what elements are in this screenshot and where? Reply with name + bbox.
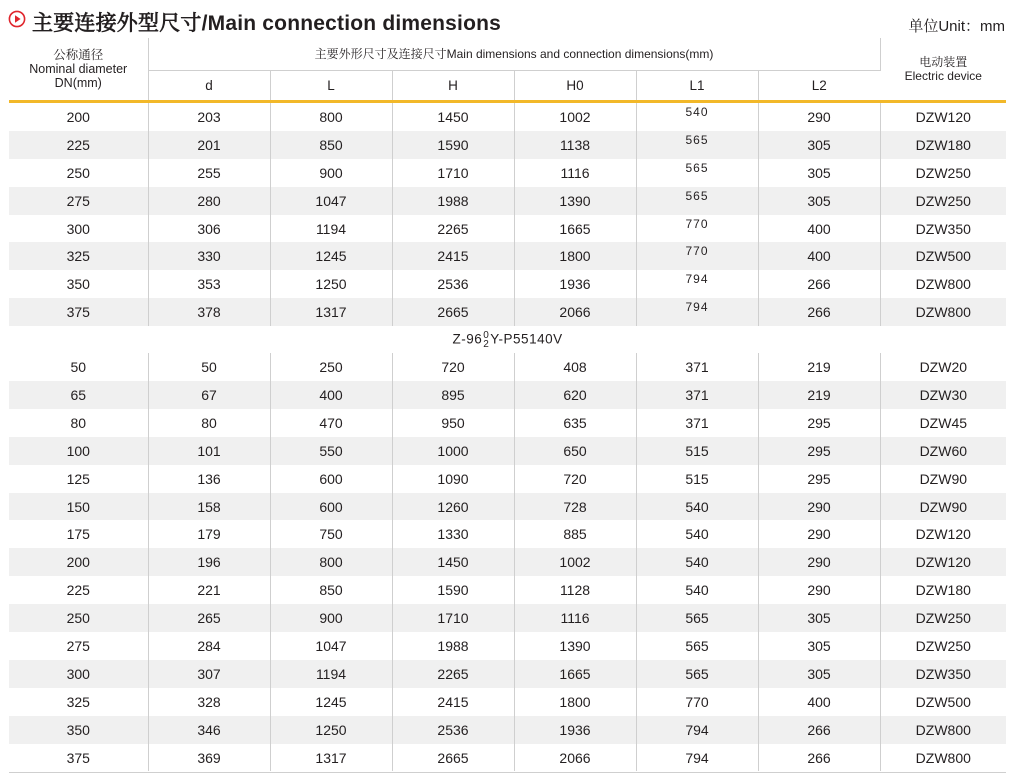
table-cell: 305 — [758, 131, 880, 159]
table-cell: 540 — [636, 520, 758, 548]
table-cell: 196 — [148, 548, 270, 576]
model-frac-bottom: 2 — [483, 338, 490, 350]
table-cell: 800 — [270, 102, 392, 131]
table-row — [9, 548, 1006, 576]
table-cell: 305 — [758, 632, 880, 660]
table-cell: 1710 — [392, 159, 514, 187]
page-header — [6, 6, 1009, 34]
l1-value: 794 — [685, 300, 709, 315]
nominal-header-dn: DN(mm) — [54, 76, 102, 90]
table-cell: DZW250 — [880, 632, 1006, 660]
table-cell: 1590 — [392, 576, 514, 604]
table-cell: 136 — [148, 465, 270, 493]
table-cell: 250 — [270, 353, 392, 381]
table-row — [9, 660, 1006, 688]
table-cell: 266 — [758, 270, 880, 298]
device-header-cn: 电动装置 — [919, 55, 968, 69]
table-cell — [636, 159, 758, 187]
table-cell: 2665 — [392, 298, 514, 326]
table-cell: 850 — [270, 131, 392, 159]
table-cell: 750 — [270, 520, 392, 548]
table-cell: 1138 — [514, 131, 636, 159]
table-cell: DZW250 — [880, 187, 1006, 215]
table-cell: 266 — [758, 298, 880, 326]
table-cell: DZW800 — [880, 270, 1006, 298]
table-cell: 305 — [758, 660, 880, 688]
table-cell: 1047 — [270, 187, 392, 215]
table-cell: 565 — [636, 632, 758, 660]
table-cell: 290 — [758, 576, 880, 604]
table-cell: DZW60 — [880, 437, 1006, 465]
table-row — [9, 131, 1006, 159]
table-cell: 50 — [9, 353, 148, 381]
table-cell: 200 — [9, 102, 148, 131]
table-cell: 225 — [9, 576, 148, 604]
table-row — [9, 215, 1006, 243]
table-cell: 1800 — [514, 688, 636, 716]
table-cell: 1250 — [270, 716, 392, 744]
table-cell: 720 — [392, 353, 514, 381]
table-cell: 895 — [392, 381, 514, 409]
table-cell: DZW250 — [880, 604, 1006, 632]
table-cell: DZW30 — [880, 381, 1006, 409]
table-cell: 1317 — [270, 744, 392, 772]
model-suffix: Y-P55140V — [490, 331, 563, 347]
table-cell — [636, 298, 758, 326]
column-header-l1: L1 — [636, 71, 758, 102]
l1-value: 770 — [685, 244, 709, 259]
table-cell: 408 — [514, 353, 636, 381]
table-cell: 2536 — [392, 270, 514, 298]
table-cell: 175 — [9, 520, 148, 548]
table-cell: 1194 — [270, 660, 392, 688]
table-cell: 221 — [148, 576, 270, 604]
table-cell: 900 — [270, 604, 392, 632]
page-title: 主要连接外型尺寸/Main connection dimensions — [32, 12, 502, 35]
table-cell: 540 — [636, 493, 758, 521]
table-cell: DZW180 — [880, 131, 1006, 159]
table-cell: 1000 — [392, 437, 514, 465]
table-cell: 794 — [636, 744, 758, 772]
table-cell: 1710 — [392, 604, 514, 632]
table-cell: 1002 — [514, 548, 636, 576]
table-cell: DZW500 — [880, 688, 1006, 716]
table-cell: 325 — [9, 242, 148, 270]
table-cell: 1390 — [514, 187, 636, 215]
l1-value: 770 — [685, 216, 709, 231]
table-cell: 179 — [148, 520, 270, 548]
table-row — [9, 381, 1006, 409]
table-cell: 371 — [636, 409, 758, 437]
l1-value: 540 — [685, 104, 709, 119]
table-cell: DZW20 — [880, 353, 1006, 381]
table-cell: 1800 — [514, 242, 636, 270]
table-cell: 2265 — [392, 215, 514, 243]
table-row — [9, 102, 1006, 131]
table-cell: 346 — [148, 716, 270, 744]
table-cell: 1250 — [270, 270, 392, 298]
column-header-h: H — [392, 71, 514, 102]
table-cell: 158 — [148, 493, 270, 521]
table-row — [9, 298, 1006, 326]
table-cell: 295 — [758, 437, 880, 465]
table-cell: 295 — [758, 409, 880, 437]
table-cell: 125 — [9, 465, 148, 493]
table-cell: 515 — [636, 465, 758, 493]
table-cell: 290 — [758, 520, 880, 548]
table-cell: 306 — [148, 215, 270, 243]
table-cell: 307 — [148, 660, 270, 688]
table-cell: 1988 — [392, 632, 514, 660]
table-cell: DZW350 — [880, 215, 1006, 243]
table-row — [9, 688, 1006, 716]
table-cell — [636, 242, 758, 270]
table-cell: 1128 — [514, 576, 636, 604]
table-cell: 2415 — [392, 688, 514, 716]
table-cell: 350 — [9, 270, 148, 298]
table-cell: 350 — [9, 716, 148, 744]
table-row — [9, 242, 1006, 270]
table-cell: 80 — [9, 409, 148, 437]
l1-value: 565 — [685, 132, 709, 147]
table-cell: 101 — [148, 437, 270, 465]
table-cell: 378 — [148, 298, 270, 326]
table-row — [9, 520, 1006, 548]
table-cell: 275 — [9, 632, 148, 660]
table-cell: 50 — [148, 353, 270, 381]
table-cell: 295 — [758, 465, 880, 493]
table-cell: 540 — [636, 576, 758, 604]
table-cell: 400 — [758, 688, 880, 716]
table-cell: 255 — [148, 159, 270, 187]
table-cell: 328 — [148, 688, 270, 716]
table-cell: DZW90 — [880, 493, 1006, 521]
table-cell: 1590 — [392, 131, 514, 159]
table-cell: DZW800 — [880, 744, 1006, 772]
nominal-header-en: Nominal diameter — [29, 62, 128, 76]
table-row — [9, 409, 1006, 437]
table-cell: 565 — [636, 604, 758, 632]
table-cell: 290 — [758, 102, 880, 131]
table-cell: 2536 — [392, 716, 514, 744]
table-cell: 290 — [758, 548, 880, 576]
column-header-h0: H0 — [514, 71, 636, 102]
play-circle-icon — [8, 10, 26, 28]
table-cell: DZW90 — [880, 465, 1006, 493]
model-number — [452, 331, 562, 349]
table-cell — [636, 131, 758, 159]
dimensions-table — [9, 38, 1006, 771]
table-row — [9, 604, 1006, 632]
table-cell: DZW120 — [880, 548, 1006, 576]
dimensions-group-header: 主要外形尺寸及连接尺寸Main dimensions and connection dimensions(mm) — [148, 38, 880, 71]
table-cell: 250 — [9, 604, 148, 632]
table-cell: 1936 — [514, 716, 636, 744]
table-cell: 1047 — [270, 632, 392, 660]
table-row — [9, 465, 1006, 493]
table-cell: 265 — [148, 604, 270, 632]
table-cell: 1002 — [514, 102, 636, 131]
table-cell: 1330 — [392, 520, 514, 548]
table-cell: 250 — [9, 159, 148, 187]
table-row — [9, 632, 1006, 660]
table-cell: 219 — [758, 381, 880, 409]
table-cell: 1260 — [392, 493, 514, 521]
table-cell: 375 — [9, 744, 148, 772]
table-cell: DZW350 — [880, 660, 1006, 688]
table-cell: 305 — [758, 159, 880, 187]
table-cell — [636, 270, 758, 298]
nominal-diameter-header — [9, 38, 148, 102]
table-cell: DZW250 — [880, 159, 1006, 187]
table-cell: 720 — [514, 465, 636, 493]
table-row — [9, 353, 1006, 381]
table-cell: 900 — [270, 159, 392, 187]
table-body — [9, 102, 1006, 772]
table-cell: DZW180 — [880, 576, 1006, 604]
table-cell: DZW800 — [880, 298, 1006, 326]
table-cell: 1194 — [270, 215, 392, 243]
table-cell: 1245 — [270, 688, 392, 716]
table-cell: 1450 — [392, 102, 514, 131]
table-cell: 201 — [148, 131, 270, 159]
table-cell: 400 — [758, 215, 880, 243]
table-cell: 885 — [514, 520, 636, 548]
table-row — [9, 493, 1006, 521]
table-cell: 300 — [9, 660, 148, 688]
electric-device-header — [880, 38, 1006, 102]
table-cell: 65 — [9, 381, 148, 409]
table-cell: 794 — [636, 716, 758, 744]
column-header-row — [9, 71, 1006, 102]
table-cell: 400 — [758, 242, 880, 270]
table-cell: 1450 — [392, 548, 514, 576]
table-cell: DZW500 — [880, 242, 1006, 270]
table-cell: 219 — [758, 353, 880, 381]
table-cell: 1988 — [392, 187, 514, 215]
table-cell: 600 — [270, 493, 392, 521]
nominal-header-cn: 公称通径 — [53, 48, 104, 62]
table-cell: DZW120 — [880, 520, 1006, 548]
table-cell: 284 — [148, 632, 270, 660]
table-cell: 2665 — [392, 744, 514, 772]
table-cell: 203 — [148, 102, 270, 131]
table-cell: 850 — [270, 576, 392, 604]
model-prefix: Z-96 — [452, 331, 483, 347]
table-cell: 1936 — [514, 270, 636, 298]
model-row — [9, 326, 1006, 353]
table-cell: 275 — [9, 187, 148, 215]
column-header-l: L — [270, 71, 392, 102]
table-cell: 1116 — [514, 604, 636, 632]
table-cell: DZW120 — [880, 102, 1006, 131]
table-cell: 1665 — [514, 215, 636, 243]
table-row — [9, 159, 1006, 187]
table-cell: 540 — [636, 548, 758, 576]
table-cell: 300 — [9, 215, 148, 243]
table-cell: 266 — [758, 716, 880, 744]
table-cell: DZW800 — [880, 716, 1006, 744]
table-cell: 1116 — [514, 159, 636, 187]
unit-label: 单位Unit：mm — [908, 18, 1005, 35]
table-row — [9, 716, 1006, 744]
table-cell: 266 — [758, 744, 880, 772]
table-cell — [636, 187, 758, 215]
table-cell: 600 — [270, 465, 392, 493]
table-cell: 650 — [514, 437, 636, 465]
l1-value: 794 — [685, 272, 709, 287]
table-cell: 305 — [758, 187, 880, 215]
table-cell: 305 — [758, 604, 880, 632]
table-cell: 1390 — [514, 632, 636, 660]
table-cell: 400 — [270, 381, 392, 409]
table-cell: 515 — [636, 437, 758, 465]
table-cell: 225 — [9, 131, 148, 159]
table-row — [9, 437, 1006, 465]
table-row — [9, 576, 1006, 604]
table-cell: 1665 — [514, 660, 636, 688]
table-cell: 2066 — [514, 744, 636, 772]
table-cell: 375 — [9, 298, 148, 326]
table-cell: 325 — [9, 688, 148, 716]
model-frac-top: 0 — [483, 329, 490, 341]
table-cell — [636, 215, 758, 243]
table-cell: DZW45 — [880, 409, 1006, 437]
table-row — [9, 270, 1006, 298]
table-cell: 770 — [636, 688, 758, 716]
table-cell: 100 — [9, 437, 148, 465]
table-cell: 371 — [636, 353, 758, 381]
table-cell: 635 — [514, 409, 636, 437]
column-header-l2: L2 — [758, 71, 880, 102]
table-cell: 200 — [9, 548, 148, 576]
model-number-cell — [9, 326, 1006, 353]
table-cell: 565 — [636, 660, 758, 688]
table-cell: 728 — [514, 493, 636, 521]
model-fraction — [483, 331, 489, 349]
table-cell: 950 — [392, 409, 514, 437]
table-row — [9, 744, 1006, 772]
table-cell: 550 — [270, 437, 392, 465]
table-cell — [636, 102, 758, 131]
table-cell: 470 — [270, 409, 392, 437]
device-header-en: Electric device — [904, 69, 982, 83]
table-cell: 1245 — [270, 242, 392, 270]
table-cell: 1317 — [270, 298, 392, 326]
table-cell: 620 — [514, 381, 636, 409]
table-cell: 371 — [636, 381, 758, 409]
table-cell: 80 — [148, 409, 270, 437]
table-cell: 369 — [148, 744, 270, 772]
l1-value: 565 — [685, 188, 709, 203]
table-cell: 2265 — [392, 660, 514, 688]
l1-value: 565 — [685, 160, 709, 175]
table-cell: 150 — [9, 493, 148, 521]
table-row — [9, 187, 1006, 215]
table-cell: 2066 — [514, 298, 636, 326]
table-cell: 330 — [148, 242, 270, 270]
table-cell: 280 — [148, 187, 270, 215]
table-cell: 353 — [148, 270, 270, 298]
table-cell: 800 — [270, 548, 392, 576]
column-header-d: d — [148, 71, 270, 102]
table-cell: 67 — [148, 381, 270, 409]
table-cell: 290 — [758, 493, 880, 521]
table-cell: 2415 — [392, 242, 514, 270]
table-cell: 1090 — [392, 465, 514, 493]
